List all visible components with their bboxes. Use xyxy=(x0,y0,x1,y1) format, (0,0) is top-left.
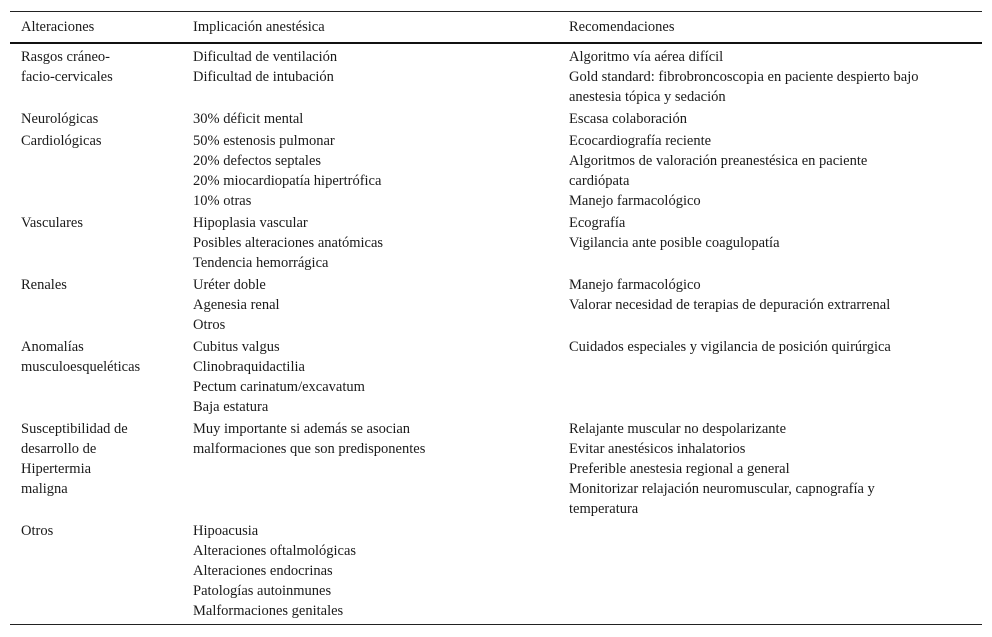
cell-recomendaciones xyxy=(559,337,982,417)
cell-recomendaciones xyxy=(559,213,982,273)
cell-recomendaciones xyxy=(559,275,982,335)
cell-line: Alteraciones endocrinas xyxy=(193,563,333,579)
cell-line: Preferible anestesia regional a general xyxy=(569,461,790,477)
cell-line: temperatura xyxy=(569,501,639,517)
cell-line: 20% defectos septales xyxy=(193,153,322,169)
cell-line: Ecografía xyxy=(569,215,626,231)
table-row xyxy=(10,418,982,520)
header-alteraciones: Alteraciones xyxy=(21,18,95,35)
cell-line: Hipertermia xyxy=(21,461,92,477)
cell-line: Algoritmos de valoración preanestésica en paciente xyxy=(569,153,868,169)
anesthesia-table xyxy=(10,11,982,625)
table-row xyxy=(10,108,982,130)
cell-line: Cardiológicas xyxy=(21,133,102,149)
cell-line: Renales xyxy=(21,277,67,293)
cell-line: Uréter doble xyxy=(193,277,266,293)
cell-line: Hipoplasia vascular xyxy=(193,215,308,231)
cell-line: Rasgos cráneo- xyxy=(21,49,110,65)
cell-line: Alteraciones oftalmológicas xyxy=(193,543,357,559)
cell-line: Evitar anestésicos inhalatorios xyxy=(569,441,746,457)
header-implicacion: Implicación anestésica xyxy=(193,18,325,35)
cell-recomendaciones xyxy=(559,419,982,519)
cell-recomendaciones xyxy=(559,521,982,621)
cell-line: Pectum carinatum/excavatum xyxy=(193,379,365,395)
cell-line: 10% otras xyxy=(193,193,252,209)
cell-line: 50% estenosis pulmonar xyxy=(193,133,335,149)
cell-line: cardiópata xyxy=(569,173,630,189)
cell-implicacion xyxy=(182,275,559,335)
cell-line: Vasculares xyxy=(21,215,84,231)
cell-line: Susceptibilidad de xyxy=(21,421,128,437)
cell-line: Ecocardiografía reciente xyxy=(569,133,712,149)
cell-line: Relajante muscular no despolarizante xyxy=(569,421,787,437)
table-row xyxy=(10,336,982,418)
cell-line: Baja estatura xyxy=(193,399,269,415)
cell-implicacion xyxy=(182,47,559,107)
cell-line: malformaciones que son predisponentes xyxy=(193,441,426,457)
cell-line: Escasa colaboración xyxy=(569,111,687,127)
cell-alteracion xyxy=(10,337,182,417)
cell-line: desarrollo de xyxy=(21,441,97,457)
table-row xyxy=(10,130,982,212)
cell-alteracion xyxy=(10,521,182,621)
cell-implicacion xyxy=(182,419,559,519)
cell-line: facio-cervicales xyxy=(21,69,113,85)
cell-recomendaciones xyxy=(559,47,982,107)
table-row xyxy=(10,46,982,108)
header-recomendaciones: Recomendaciones xyxy=(569,18,675,35)
cell-line: musculoesqueléticas xyxy=(21,359,141,375)
cell-line: maligna xyxy=(21,481,68,497)
cell-line: Posibles alteraciones anatómicas xyxy=(193,235,384,251)
cell-line: Agenesia renal xyxy=(193,297,280,313)
cell-line: Malformaciones genitales xyxy=(193,603,344,619)
cell-recomendaciones xyxy=(559,131,982,211)
cell-line: Manejo farmacológico xyxy=(569,193,701,209)
cell-line: Muy importante si además se asocian xyxy=(193,421,411,437)
cell-line: Manejo farmacológico xyxy=(569,277,701,293)
cell-alteracion xyxy=(10,419,182,519)
cell-alteracion xyxy=(10,131,182,211)
cell-line: Cubitus valgus xyxy=(193,339,280,355)
table-row xyxy=(10,274,982,336)
cell-line: anestesia tópica y sedación xyxy=(569,89,726,105)
cell-recomendaciones xyxy=(559,109,982,129)
cell-line: Monitorizar relajación neuromuscular, capnografía y xyxy=(569,481,875,497)
table-row xyxy=(10,212,982,274)
cell-line: Anomalías xyxy=(21,339,84,355)
cell-line: Tendencia hemorrágica xyxy=(193,255,329,271)
cell-line: Otros xyxy=(21,523,54,539)
cell-line: Dificultad de ventilación xyxy=(193,49,338,65)
cell-line: Patologías autoinmunes xyxy=(193,583,332,599)
cell-alteracion xyxy=(10,275,182,335)
cell-implicacion xyxy=(182,213,559,273)
table-header xyxy=(10,12,982,44)
cell-line: Algoritmo vía aérea difícil xyxy=(569,49,724,65)
table-body xyxy=(10,44,982,624)
cell-implicacion xyxy=(182,109,559,129)
cell-implicacion xyxy=(182,337,559,417)
cell-implicacion xyxy=(182,131,559,211)
cell-line: Vigilancia ante posible coagulopatía xyxy=(569,235,780,251)
cell-alteracion xyxy=(10,213,182,273)
cell-alteracion xyxy=(10,47,182,107)
cell-alteracion xyxy=(10,109,182,129)
cell-line: Cuidados especiales y vigilancia de posición quirúrgica xyxy=(569,339,891,355)
cell-implicacion xyxy=(182,521,559,621)
cell-line: 20% miocardiopatía hipertrófica xyxy=(193,173,382,189)
cell-line: Valorar necesidad de terapias de depuración extrarrenal xyxy=(569,297,891,313)
table-row xyxy=(10,520,982,622)
cell-line: Gold standard: fibrobroncoscopia en paciente despierto bajo xyxy=(569,69,919,85)
cell-line: Otros xyxy=(193,317,226,333)
cell-line: Dificultad de intubación xyxy=(193,69,334,85)
cell-line: Clinobraquidactilia xyxy=(193,359,305,375)
cell-line: Neurológicas xyxy=(21,111,99,127)
cell-line: Hipoacusia xyxy=(193,523,259,539)
cell-line: 30% déficit mental xyxy=(193,111,304,127)
